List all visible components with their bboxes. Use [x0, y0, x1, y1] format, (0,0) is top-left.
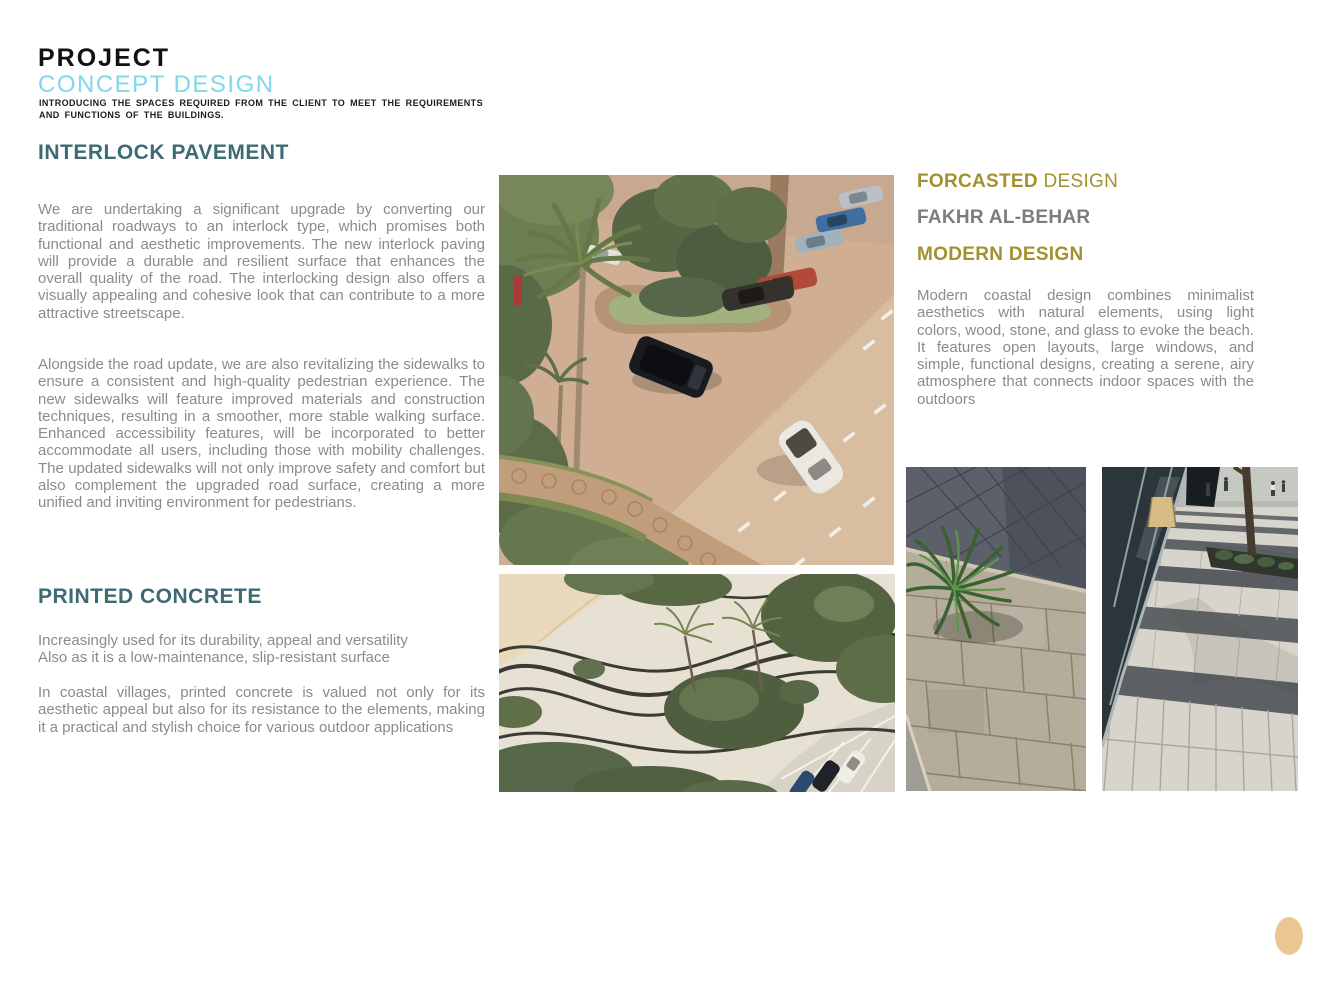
paver-closeup-image — [906, 467, 1086, 791]
design-word: DESIGN — [1037, 171, 1119, 192]
forcasted-word: FORCASTED — [917, 171, 1038, 192]
striped-sidewalk-graphic — [1102, 467, 1298, 791]
tagline-line-2: AND FUNCTIONS OF THE BUILDINGS. — [39, 110, 224, 120]
interlock-paragraph-1: We are undertaking a significant upgrade by converting our traditional roadways to an interlock type, which promises both functional and aesthetic improvements. The new interlock paving will provide a durable and resilient surface that enhances the overall quality of the road. The interlocking design also offers a visually appealing and cohesive look that can contribute to a more attractive streetscape. — [38, 201, 485, 322]
corner-dot-decoration — [1275, 917, 1303, 955]
section-heading-printed-concrete: PRINTED CONCRETE — [38, 585, 262, 608]
striped-sidewalk-image — [1102, 467, 1298, 791]
tagline-line-1: INTRODUCING THE SPACES REQUIRED FROM THE CLIENT TO MEET THE REQUIREMENTS — [39, 98, 483, 108]
section-heading-interlock-pavement: INTERLOCK PAVEMENT — [38, 141, 289, 164]
page-tagline — [39, 97, 483, 121]
printed-intro-line-2: Also as it is a low-maintenance, slip-resistant surface — [38, 649, 390, 667]
street-render-graphic — [499, 175, 894, 565]
paver-closeup-graphic — [906, 467, 1086, 791]
page-title: PROJECT — [38, 44, 171, 72]
printed-paragraph: In coastal villages, printed concrete is valued not only for its aesthetic appeal but also for its resistance to the elements, making it a practical and stylish choice for various outdoor applications — [38, 684, 485, 736]
printed-intro-lines — [38, 632, 485, 667]
heading-modern-design: MODERN DESIGN — [917, 244, 1084, 265]
interlock-paragraph-2: Alongside the road update, we are also revitalizing the sidewalks to ensure a consistent and high-quality pedestrian experience. The new sidewalks will feature improved materials and construction techniques, resulting in a smoother, more stable walking surface. Enhanced accessibility features, will be incorporated to better accommodate all users, including those with mobility challenges. The updated sidewalks will not only improve safety and comfort but also complement the upgraded road surface, creating a more unified and inviting environment for pedestrians. — [38, 356, 485, 512]
aerial-paths-render-image — [499, 574, 895, 792]
page-subtitle: CONCEPT DESIGN — [38, 71, 275, 98]
heading-forcasted-design — [917, 171, 1118, 193]
street-perspective-render-image — [499, 175, 894, 565]
printed-intro-line-1: Increasingly used for its durability, appeal and versatility — [38, 632, 408, 649]
heading-project-name: FAKHR AL-BEHAR — [917, 207, 1091, 228]
modern-design-paragraph: Modern coastal design combines minimalist aesthetics with natural elements, using light colors, wood, stone, and glass to evoke the beach. It features open layouts, large windows, and simple, functional designs, creating a serene, airy atmosphere that connects indoor spaces with the outdoors — [917, 287, 1254, 408]
aerial-render-graphic — [499, 574, 895, 792]
